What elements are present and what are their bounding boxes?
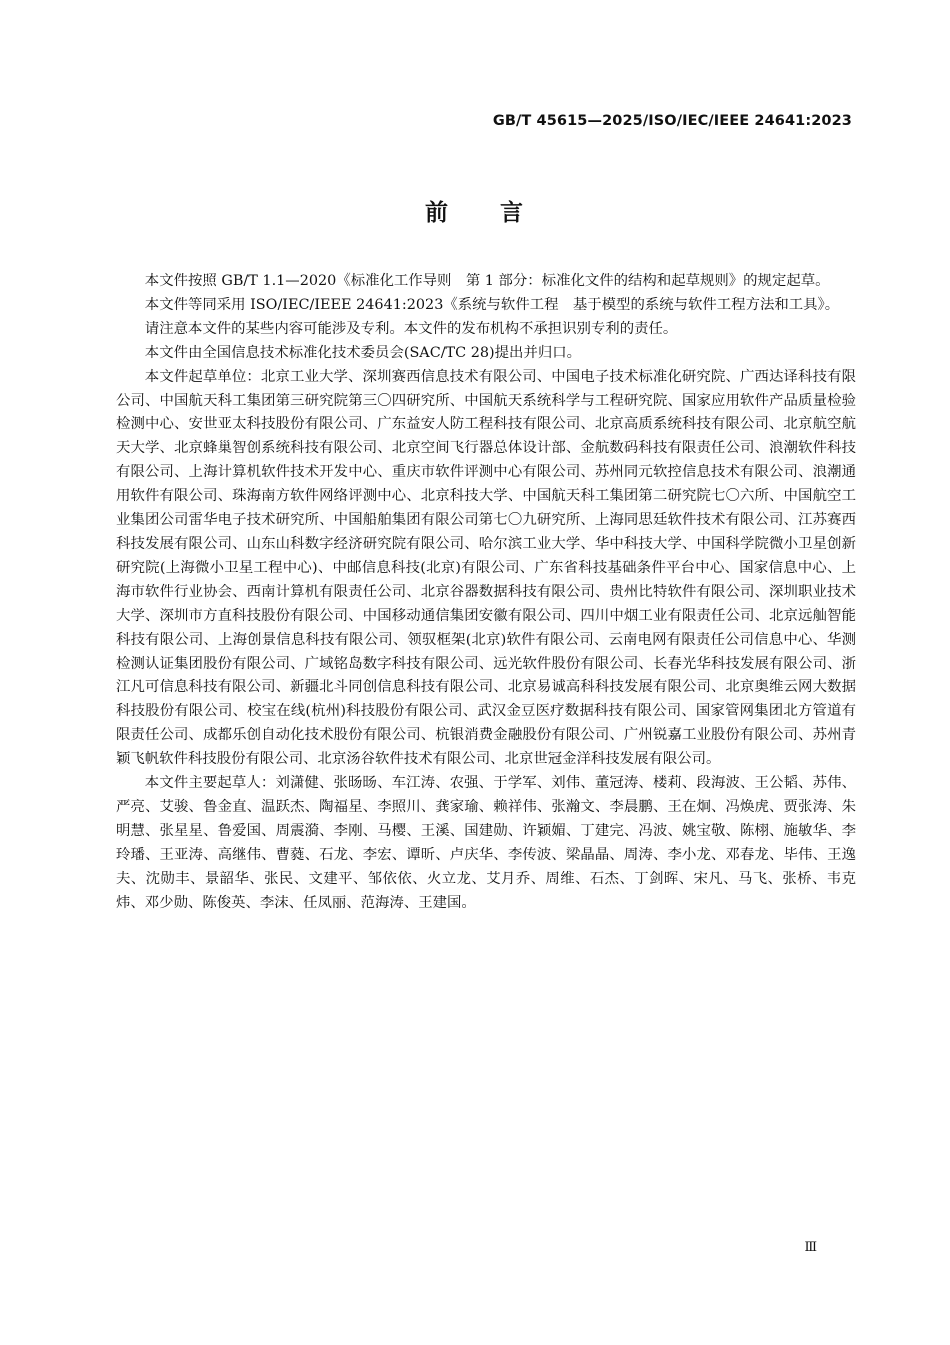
title-char-2: 言 bbox=[500, 200, 525, 226]
paragraph-committee: 本文件由全国信息技术标准化技术委员会(SAC/TC 28)提出并归口。 bbox=[144, 344, 582, 361]
page-title bbox=[0, 194, 950, 227]
page-number: Ⅲ bbox=[804, 1240, 817, 1255]
paragraph-drafting-units: 本文件起草单位：北京工业大学、深圳赛西信息技术有限公司、中国电子技术标准化研究院、广西达译科技有限公司、中国航天科工集团第三研究院第三〇四研究所、中国航天系统科学与工程研究院、国家应用软件产品质量检验检测中心、安世亚太科技股份有限公司、广东益安人防工程科技有限公司、北京高质系统科技有限公司、北京航空航天大学、北京蜂巢智创系统科技有限公司、北京空间飞行器总体设计部、金航数码科技有限责任公司、浪潮软件科技有限公司、上海计算机软件技术开发中心、重庆市软件评测中心有限公司、苏州同元软控信息技术有限公司、浪潮通用软件有限公司、珠海南方软件网络评测中心、北京科技大学、中国航天科工集团第二研究院七〇六所、中国航空工业集团公司雷华电子技术研究所、中国船舶集团有限公司第七〇九研究所、上海同思廷软件技术有限公司、江苏赛西科技发展有限公司、山东山科数字经济研究院有限公司、哈尔滨工业大学、华中科技大学、中国科学院微小卫星创新研究院(上海微小卫星工程中心)、中邮信息科技(北京)有限公司、广东省科技基础条件平台中心、国家信息中心、上海市软件行业协会、西南计算机有限责任公司、北京谷器数据科技有限公司、贵州比特软件有限公司、深圳职业技术大学、深圳市方直科技股份有限公司、中国移动通信集团安徽有限公司、四川中烟工业有限责任公司、北京远舢智能科技有限公司、上海创景信息科技有限公司、领驭框架(北京)软件有限公司、云南电网有限责任公司信息中心、华测检测认证集团股份有限公司、广域铭岛数字科技有限公司、远光软件股份有限公司、长春光华科技发展有限公司、浙江凡可信息科技有限公司、新疆北斗同创信息科技有限公司、北京易诚高科科技发展有限公司、北京奥维云网大数据科技股份有限公司、校宝在线(杭州)科技股份有限公司、武汉金豆医疗数据科技有限公司、国家管网集团北方管道有限责任公司、成都乐创自动化技术股份有限公司、杭银消费金融股份有限公司、广州锐嘉工业股份有限公司、苏州青颖飞帆软件科技股份有限公司、北京汤谷软件技术有限公司、北京世冠金洋科技发展有限公司。 bbox=[116, 368, 856, 768]
title-char-1: 前 bbox=[425, 200, 450, 226]
foreword-body bbox=[116, 270, 856, 915]
paragraph-drafters: 本文件主要起草人：刘潇健、张旸旸、车江涛、农强、于学军、刘伟、董冠涛、楼莉、段海波、王公韬、苏伟、严亮、艾骏、鲁金直、温跃杰、陶福星、李照川、龚家瑜、赖祥伟、张瀚文、李晨鹏、王在炯、冯焕虎、贾张涛、朱明慧、张星星、鲁爱国、周震漪、李刚、马樱、王溪、国建勋、许颖媚、丁建完、冯波、姚宝敬、陈栩、施敏华、李玲璠、王亚涛、高继伟、曹蕤、石龙、李宏、谭昕、卢庆华、李传波、梁晶晶、周涛、李小龙、邓春龙、毕伟、王逸夫、沈勋丰、景韶华、张民、文建平、邹依依、火立龙、艾月乔、周维、石杰、丁剑晖、宋凡、马飞、张桥、韦克炜、邓少勋、陈俊英、李沫、任凤丽、范海涛、王建国。 bbox=[116, 775, 856, 911]
paragraph-drafting-rules: 本文件按照 GB/T 1.1—2020《标准化工作导则 第 1 部分：标准化文件的结构和起草规则》的规定起草。 bbox=[144, 273, 830, 289]
standard-number: GB/T 45615—2025/ISO/IEC/IEEE 24641:2023 bbox=[492, 113, 852, 129]
paragraph-patent-notice: 请注意本文件的某些内容可能涉及专利。本文件的发布机构不承担识别专利的责任。 bbox=[144, 320, 678, 337]
paragraph-adoption: 本文件等同采用 ISO/IEC/IEEE 24641:2023《系统与软件工程 基于模型的系统与软件工程方法和工具》。 bbox=[144, 296, 840, 313]
